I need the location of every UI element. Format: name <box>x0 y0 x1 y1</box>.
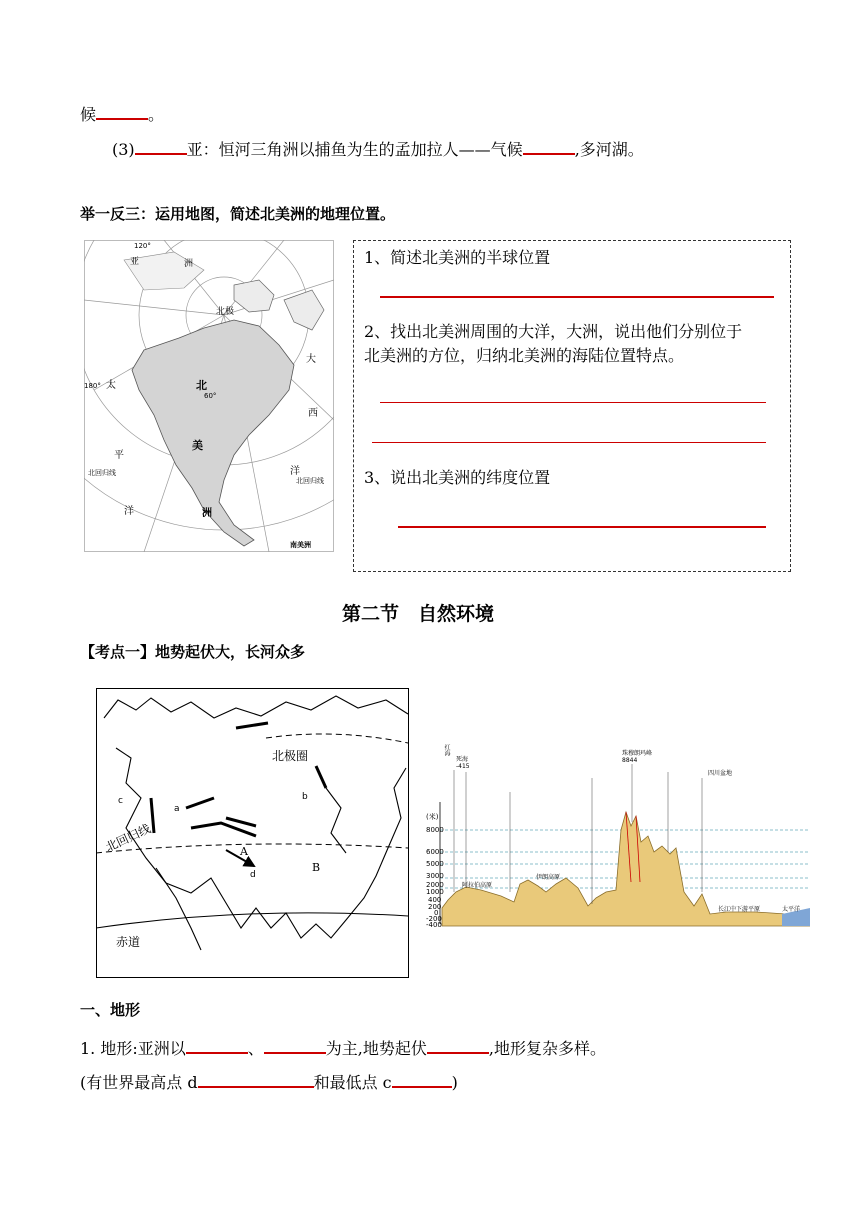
asia-label-a: a <box>174 804 180 814</box>
map-label-zhou: 洲 <box>202 508 212 519</box>
map-label-sixty: 60° <box>204 392 217 400</box>
question-2-line-1: 2、找出北美洲周围的大洋，大洲，说出他们分别位于 <box>364 322 743 341</box>
profile-tick-0: 0 <box>434 909 439 917</box>
profile-label-pacific: 太平洋 <box>782 906 801 913</box>
map-label-atlantic-2: 西 <box>308 408 318 419</box>
profile-label-red-sea: 红海 <box>443 744 450 756</box>
profile-tick-1000: 1000 <box>426 888 444 896</box>
asia-label-b: b <box>302 792 308 802</box>
blank-landform-1[interactable] <box>186 1038 248 1054</box>
profile-label-sichuan: 四川盆地 <box>708 770 733 777</box>
asia-label-d: d <box>250 870 256 880</box>
exercise-heading: 举一反三：运用地图，简述北美洲的地理位置。 <box>80 205 396 223</box>
terrain-line-2 <box>80 1072 458 1093</box>
map-label-pacific-3: 洋 <box>124 506 134 517</box>
profile-label-himalaya: 珠穆朗玛峰 8844 <box>622 750 653 764</box>
blank-highest-point[interactable] <box>198 1072 314 1088</box>
terrain-text-a: 1. 地形:亚洲以 <box>80 1039 186 1058</box>
key-point-bracket: 【考点一】 <box>80 643 156 661</box>
terrain-heading: 一、地形 <box>80 1001 141 1019</box>
profile-label-arabia: 阿拉伯高原 <box>462 882 493 889</box>
map-label-pacific-1: 太 <box>106 380 116 391</box>
asia-label-B: B <box>312 861 321 874</box>
asia-label-A: A <box>240 845 248 858</box>
terrain-text-c: ,地形复杂多样。 <box>488 1039 606 1058</box>
map-label-pacific-2: 平 <box>114 450 124 461</box>
map-label-asia-1: 亚 <box>130 257 140 267</box>
terrain-line-1 <box>80 1038 606 1059</box>
terrain-text-f: ) <box>451 1073 458 1092</box>
profile-label-yangtze: 长江中下游平原 <box>718 906 761 913</box>
answer-line-2a[interactable] <box>380 402 766 403</box>
asia-label-c: c <box>118 796 123 806</box>
item-number-3: (3) <box>112 140 135 159</box>
answer-line-3[interactable] <box>398 526 766 528</box>
intro-line-2 <box>112 139 644 160</box>
answer-line-2b[interactable] <box>372 442 766 443</box>
blank-climate-1[interactable] <box>96 104 148 120</box>
asia-map <box>96 688 409 978</box>
blank-relief[interactable] <box>427 1038 489 1054</box>
intro-prefix: 候 <box>80 105 97 124</box>
profile-tick-neg200: -200 <box>426 915 442 923</box>
profile-label-iran: 伊朗高原 <box>536 874 561 881</box>
question-2-line-2: 北美洲的方位，归纳北美洲的海陆位置特点。 <box>364 346 685 365</box>
profile-tick-neg400: -400 <box>426 921 442 929</box>
blank-lowest-point[interactable] <box>392 1072 452 1088</box>
blank-climate-2[interactable] <box>523 139 575 155</box>
section-title: 第二节 自然环境 <box>342 603 495 625</box>
terrain-sep: 、 <box>247 1039 264 1058</box>
key-point-1 <box>80 642 305 662</box>
intro-suffix: 。 <box>148 105 165 124</box>
map-label-asia-2: 洲 <box>184 259 194 269</box>
answer-line-1[interactable] <box>380 296 774 298</box>
map-label-lon-180: 180° <box>84 382 101 390</box>
map-label-lon-120: 120° <box>134 242 151 250</box>
profile-tick-3000: 3000 <box>426 872 444 880</box>
terrain-text-e: 和最低点 c <box>313 1073 392 1092</box>
question-1: 1、简述北美洲的半球位置 <box>364 248 551 267</box>
map-label-north-pole: 北极 <box>216 307 235 317</box>
profile-tick-5000: 5000 <box>426 860 444 868</box>
map-label-mei: 美 <box>192 439 203 452</box>
map-label-atlantic-1: 大 <box>306 354 316 365</box>
map-label-tropic-left: 北回归线 <box>88 469 116 477</box>
blank-region[interactable] <box>135 139 187 155</box>
asia-label-equator: 赤道 <box>116 935 141 949</box>
question-box <box>353 240 791 572</box>
map-label-atlantic-3: 洋 <box>290 466 300 477</box>
asia-label-arctic: 北极圈 <box>272 749 309 763</box>
profile-tick-8000: 8000 <box>426 826 444 834</box>
terrain-profile <box>426 742 810 928</box>
intro-text-b: ,多河湖。 <box>574 140 644 159</box>
key-point-text: 地势起伏大，长河众多 <box>155 643 306 661</box>
blank-landform-2[interactable] <box>264 1038 326 1054</box>
terrain-text-b: 为主,地势起伏 <box>325 1039 427 1058</box>
profile-label-dead-sea: 死海 -415 <box>456 756 470 770</box>
intro-text-a: 亚：恒河三角洲以捕鱼为生的孟加拉人——气候 <box>186 140 523 159</box>
map-label-bei: 北 <box>196 379 207 392</box>
profile-tick-200: 200 <box>428 903 442 911</box>
asia-label-tropic: 北回归线 <box>103 821 153 855</box>
terrain-text-d: (有世界最高点 d <box>80 1073 198 1092</box>
north-america-map <box>84 240 334 552</box>
profile-tick-2000: 2000 <box>426 881 444 889</box>
profile-unit: (米) <box>426 813 439 821</box>
profile-tick-6000: 6000 <box>426 848 444 856</box>
intro-line-1 <box>80 104 164 125</box>
question-3: 3、说出北美洲的纬度位置 <box>364 468 551 487</box>
profile-tick-400: 400 <box>428 896 442 904</box>
map-label-south-america: 南美洲 <box>290 541 311 549</box>
map-label-tropic-right: 北回归线 <box>296 477 324 485</box>
